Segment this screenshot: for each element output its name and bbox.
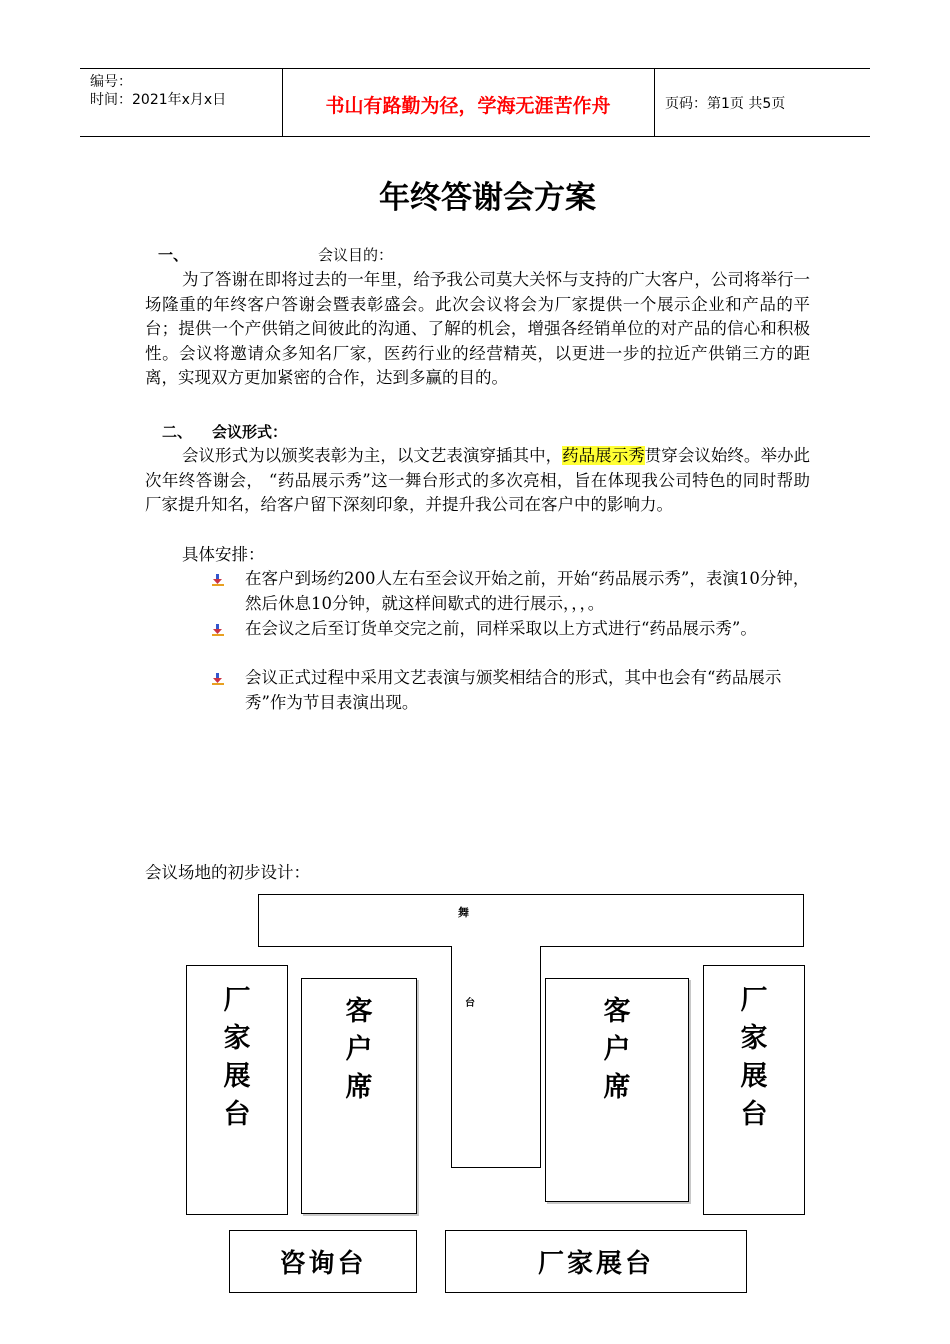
stage-top-box: [258, 894, 804, 947]
list-item: 在客户到场约200人左右至会议开始之前，开始“药品展示秀”，表演10分钟，然后休息10分钟，就这样间歇式的进行展示，，，。: [245, 567, 810, 616]
header-bottom-rule: [80, 136, 870, 137]
arrow-bullet-icon: [212, 673, 224, 685]
section2-number: 二、: [162, 423, 193, 441]
venue-label: 会议场地的初步设计：: [145, 863, 310, 882]
arrangement-label: 具体安排：: [182, 545, 265, 564]
header-motto: 书山有路勤为径，学海无涯苦作舟: [325, 95, 611, 117]
doc-number-label: 编号：: [90, 74, 132, 90]
left-customer-seats: 客 户 席: [301, 978, 417, 1214]
stage-label-top: 舞: [458, 906, 469, 919]
section1-number: 一、: [158, 246, 189, 264]
highlighted-term: 药品展示秀: [562, 446, 645, 465]
right-vendor-booth: 厂 家 展 台: [703, 965, 805, 1215]
consult-desk: 咨询台: [229, 1230, 417, 1293]
arrow-bullet-icon: [212, 624, 224, 636]
section2-heading: 会议形式：: [212, 423, 288, 441]
list-item: 在会议之后至订货单交完之前，同样采取以上方式进行“药品展示秀”。: [245, 617, 810, 642]
page-info: 页码：第1页 共5页: [665, 96, 786, 112]
header-divider: [654, 68, 655, 136]
section1-heading: 会议目的：: [318, 246, 394, 264]
vendor-booth-bottom: 厂家展台: [445, 1230, 747, 1293]
section2-text-before: 会议形式为以颁奖表彰为主，以文艺表演穿插其中，: [182, 446, 563, 465]
header-top-rule: [80, 68, 870, 69]
section1-paragraph: 为了答谢在即将过去的一年里，给予我公司莫大关怀与支持的广大客户，公司将举行一场隆重的年终客户答谢会暨表彰盛会。此次会议将会为厂家提供一个展示企业和产品的平台；提供一个产供销之间彼此的沟通、了解的机会，增强各经销单位的对产品的信心和积极性。会议将邀请众多知名厂家，医药行业的经营精英，以更进一步的拉近产供销三方的距离，实现双方更加紧密的合作，达到多赢的目的。: [145, 270, 810, 387]
doc-date-label: 时间：2021年x月x日: [90, 92, 227, 108]
stage-label-bottom: 台: [465, 998, 475, 1009]
section2-paragraph: [145, 444, 810, 518]
right-customer-seats: 客 户 席: [545, 978, 689, 1202]
stage-runway-box: [451, 946, 541, 1168]
left-vendor-booth: 厂 家 展 台: [186, 965, 288, 1215]
section2-text-after: 贯穿会议始终。举办此次年终答谢会， “药品展示秀”这一舞台形式的多次亮相，旨在体现我公司特色的同时帮助厂家提升知名，给客户留下深刻印象，并提升我公司在客户中的影响力。: [145, 446, 811, 514]
list-item: 会议正式过程中采用文艺表演与颁奖相结合的形式，其中也会有“药品展示秀”作为节目表演出现。: [245, 666, 810, 715]
document-title: 年终答谢会方案: [379, 180, 596, 216]
arrow-bullet-icon: [212, 574, 224, 586]
